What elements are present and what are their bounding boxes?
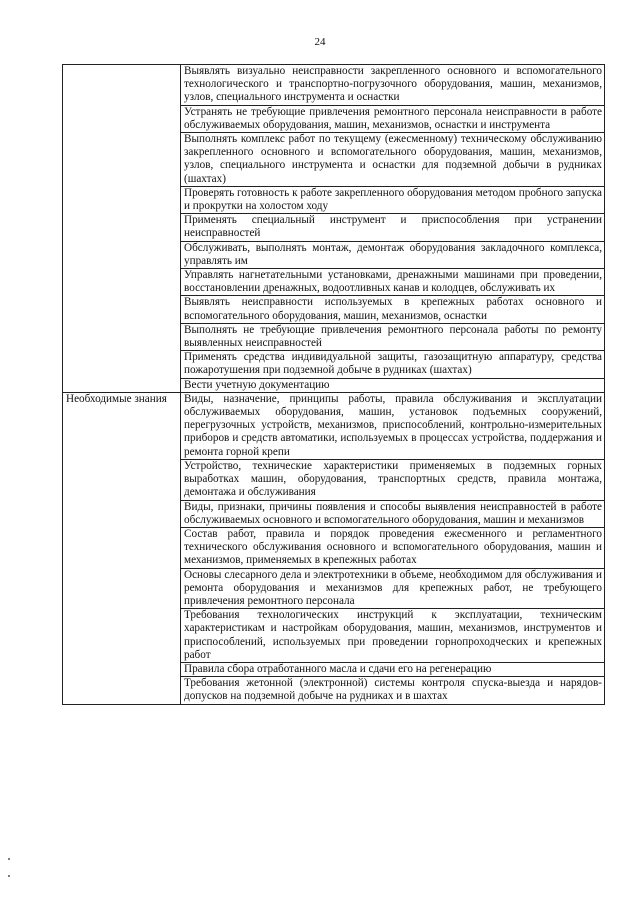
table-cell-text: Применять специальный инструмент и приспособления при устранении неисправностей: [181, 214, 605, 241]
table-cell-text: Обслуживать, выполнять монтаж, демонтаж оборудования закладочного комплекса, управлять им: [181, 241, 605, 268]
label-cell-knowledge: Необходимые знания: [63, 392, 181, 704]
table-cell-text: Вести учетную документацию: [181, 378, 605, 392]
page-number: 24: [314, 36, 326, 48]
competency-table: [62, 64, 605, 705]
table-cell-text: Правила сбора отработанного масла и сдачи его на регенерацию: [181, 662, 605, 676]
table-cell-text: Виды, признаки, причины появления и способы выявления неисправностей в работе обслуживаемых основного и вспомогательного оборудования, машин и механизмов: [181, 500, 605, 527]
table-cell-text: Применять средства индивидуальной защиты, газозащитную аппаратуру, средства пожаротушения при подземной добыче в рудниках (шахтах): [181, 351, 605, 378]
scan-speck: [8, 875, 10, 877]
table-row: [63, 65, 605, 106]
table-cell-text: Основы слесарного дела и электротехники в объеме, необходимом для обслуживания и ремонта оборудования и механизмов для крепежных работ, не требующего привлечения ремонтного персонала: [181, 568, 605, 609]
table-cell-text: Виды, назначение, принципы работы, правила обслуживания и эксплуатации обслуживаемых оборудования, машин, установок подъемных сооружений, перегрузочных устройств, механизмов, приспособлений, контрольно-измерительных приборов и средств автоматики, используемых в процессах устройства, поддержания и ремонта горной крепи: [181, 392, 605, 459]
table-cell-text: Состав работ, правила и порядок проведения ежесменного и регламентного технического обслуживания основного и вспомогательного оборудования, машин и механизмов, применяемых в крепежных работах: [181, 527, 605, 568]
table-cell-text: Выявлять неисправности используемых в крепежных работах основного и вспомогательного оборудования, машин, механизмов, оснастки: [181, 296, 605, 323]
scan-speck: [8, 858, 10, 860]
table-cell-text: Управлять нагнетательными установками, дренажными машинами при проведении, восстановлении дренажных, водоотливных канав и колодцев, обслуживать их: [181, 269, 605, 296]
table-cell-text: Устройство, технические характеристики применяемых в подземных горных выработках машин, оборудования, транспортных средств, правила монтажа, демонтажа и обслуживания: [181, 459, 605, 500]
table-cell-text: Требования жетонной (электронной) системы контроля спуска-выезда и нарядов-допусков на подземной добыче на рудниках и в шахтах: [181, 677, 605, 704]
table-cell-text: Выполнять комплекс работ по текущему (ежесменному) техническому обслуживанию закрепленного основного и вспомогательного оборудования, машин, механизмов, узлов, специального инструмента и оснастки для подземной добычи в рудниках (шахтах): [181, 133, 605, 187]
table-row: [63, 392, 605, 459]
label-cell-skills: [63, 65, 181, 393]
table-cell-text: Требования технологических инструкций к эксплуатации, техническим характеристикам и настройкам оборудования, машин, механизмов, инструментов и приспособлений, используемых при проведении горнопроходческих и крепежных работ: [181, 609, 605, 663]
table-cell-text: Выявлять визуально неисправности закрепленного основного и вспомогательного технологического и транспортно-погрузочного оборудования, машин, механизмов, узлов, специального инструмента и оснастки: [181, 65, 605, 106]
table-cell-text: Выполнять не требующие привлечения ремонтного персонала работы по ремонту выявленных неисправностей: [181, 323, 605, 350]
table-cell-text: Проверять готовность к работе закрепленного оборудования методом пробного запуска и прокрутки на холостом ходу: [181, 186, 605, 213]
table-cell-text: Устранять не требующие привлечения ремонтного персонала неисправности в работе обслуживаемых оборудования, машин, механизмов, оснастки и инструмента: [181, 105, 605, 132]
